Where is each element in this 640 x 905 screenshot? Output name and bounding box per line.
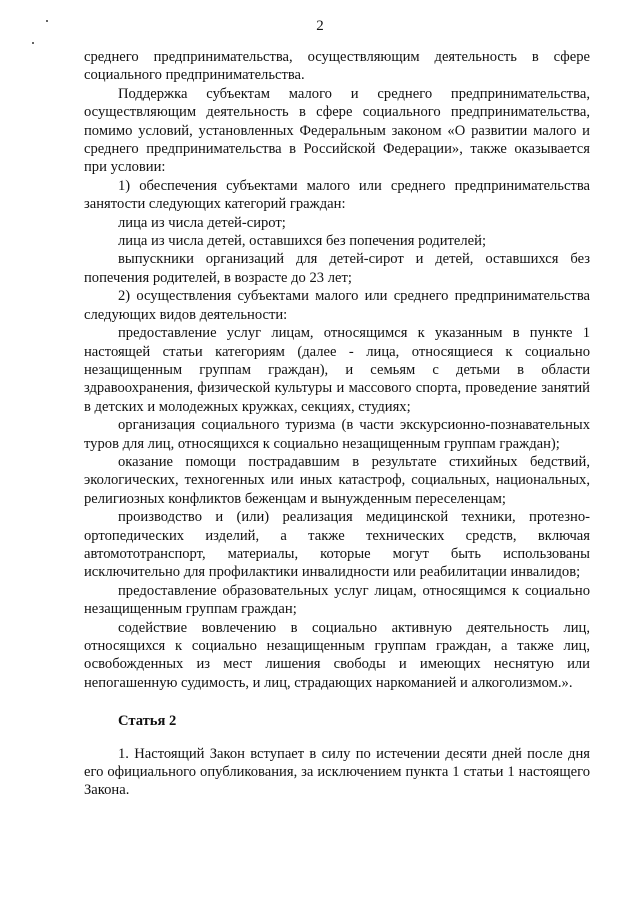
list-item: организация социального туризма (в части экскурсионно-познавательных туров для лиц, относящихся к социально незащищенным группам граждан);: [84, 417, 590, 452]
paragraph: среднего предпринимательства, осуществляющим деятельность в сфере социального предпринимательства.: [84, 49, 590, 84]
list-item: предоставление услуг лицам, относящимся к указанным в пункте 1 настоящей статьи категориям (далее - лица, относящиеся к социально незащищенным группам граждан), и семьям с детьми в области здравоохранения, физической культуры и массового спорта, проведение занятий в детских и молодежных кружках, секциях, студиях;: [84, 325, 590, 415]
list-item: оказание помощи пострадавшим в результате стихийных бедствий, экологических, техногенных или иных катастроф, социальных, национальных, религиозных конфликтов беженцам и вынужденным переселенцам;: [84, 453, 590, 507]
document-body: [84, 48, 590, 800]
list-item: лица из числа детей-сирот;: [118, 214, 286, 231]
paragraph: 1. Настоящий Закон вступает в силу по истечении десяти дней после дня его официального опубликования, за исключением пункта 1 статьи 1 настоящего Закона.: [84, 745, 590, 799]
scan-speck: [32, 42, 34, 44]
list-item: содействие вовлечению в социально активную деятельность лиц, относящихся к социально незащищенным группам граждан, а также лиц, освобожденных из мест лишения свободы и имеющих неснятую или непогашенную судимость, и лиц, страдающих наркоманией и алкоголизмом.».: [84, 619, 590, 691]
paragraph: Поддержка субъектам малого и среднего предпринимательства, осуществляющим деятельность в сфере социального предпринимательства, помимо условий, установленных Федеральным законом «О развитии малого и среднего предпринимательства в Российской Федерации», также оказывается при условии:: [84, 85, 590, 176]
list-item: предоставление образовательных услуг лицам, относящимся к социально незащищенным группам граждан;: [84, 582, 590, 618]
list-item: лица из числа детей, оставшихся без попечения родителей;: [118, 233, 486, 250]
list-item: 2) осуществления субъектами малого или среднего предпринимательства следующих видов деятельности:: [84, 288, 590, 323]
list-item: выпускники организаций для детей-сирот и детей, оставшихся без попечения родителей, в возрасте до 23 лет;: [84, 251, 590, 286]
list-item: производство и (или) реализация медицинской техники, протезно-ортопедических изделий, а также технических средств, включая автомототранспорт, материалы, которые могут быть использованы исключительно для профилактики инвалидности или реабилитации инвалидов;: [84, 509, 590, 581]
article-heading: Статья 2: [118, 713, 177, 730]
list-item: 1) обеспечения субъектами малого или среднего предпринимательства занятости следующих категорий граждан:: [84, 177, 590, 213]
page-number: 2: [316, 18, 324, 34]
